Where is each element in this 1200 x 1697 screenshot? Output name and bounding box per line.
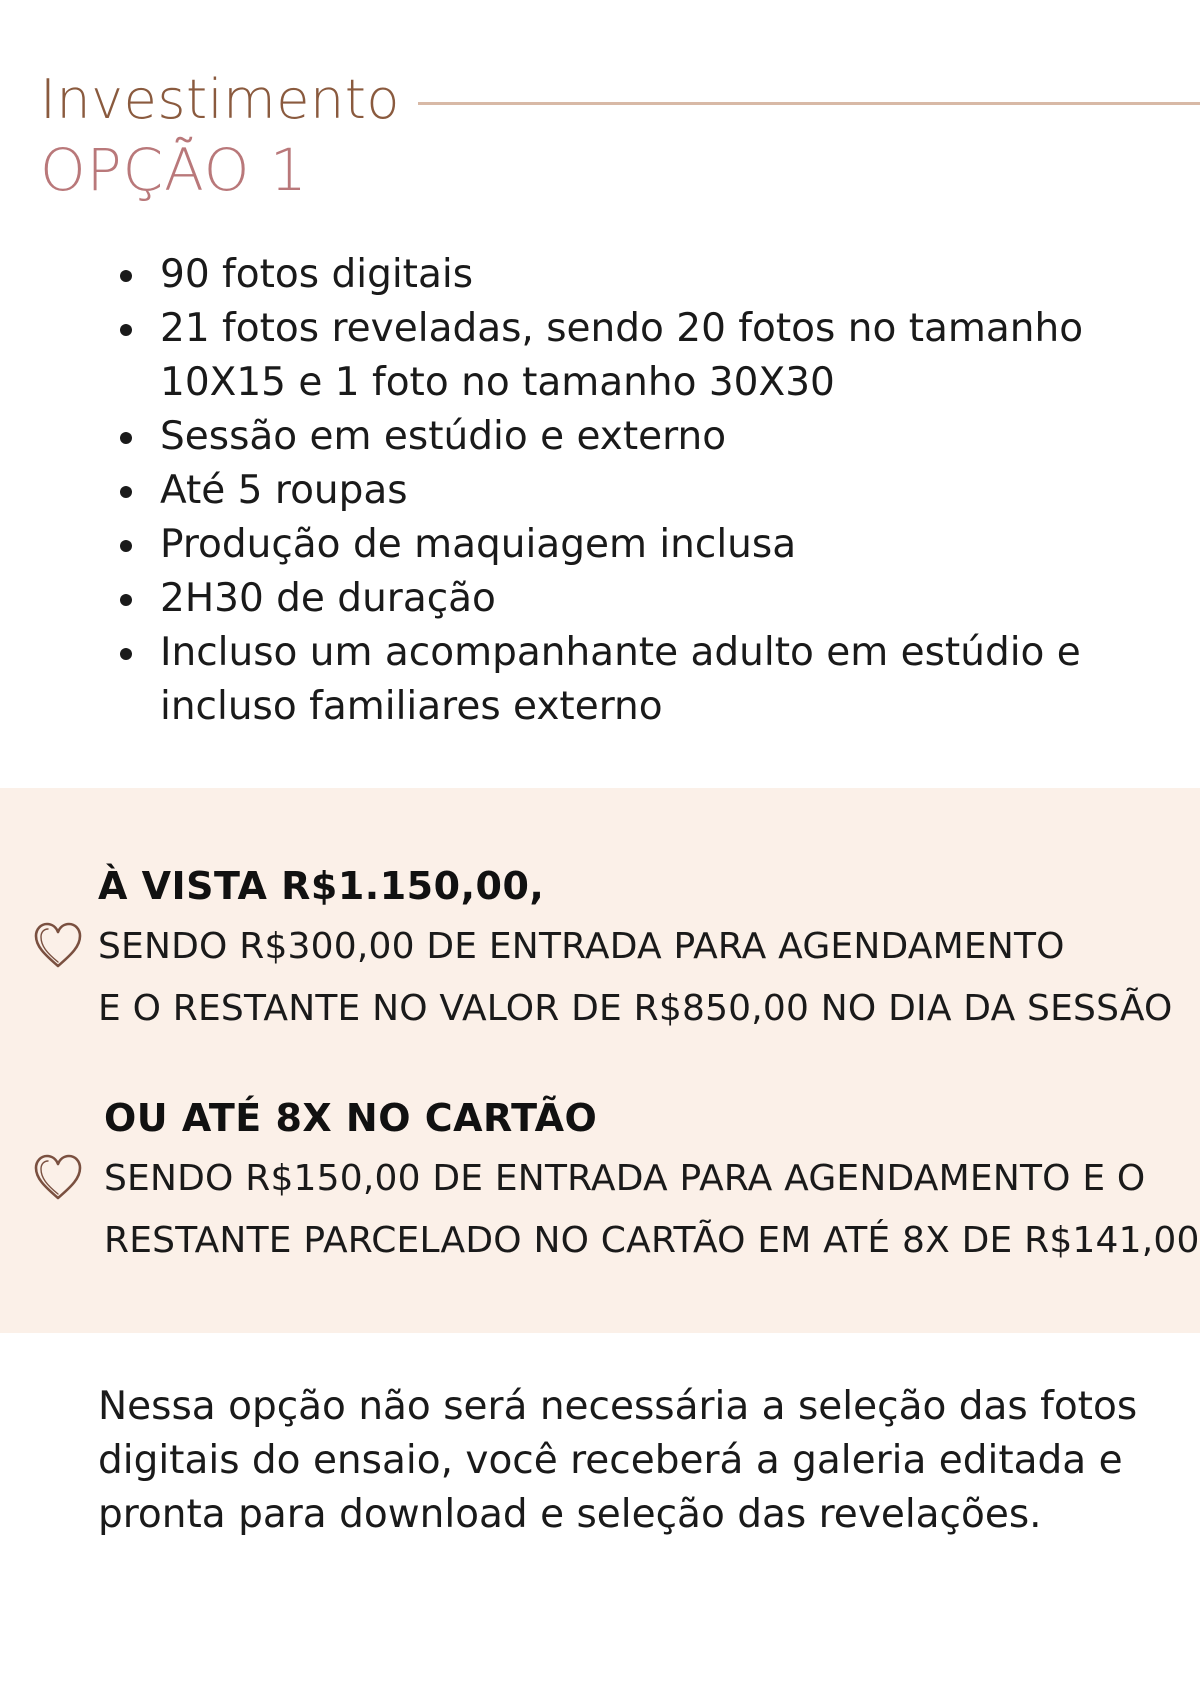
feature-item: Até 5 roupas: [110, 464, 1160, 518]
card-detail-line: SENDO R$150,00 DE ENTRADA PARA AGENDAMENTO E O: [104, 1158, 1146, 1199]
title-row: [40, 70, 1200, 129]
feature-item: 2H30 de duração: [110, 572, 1160, 626]
feature-item: Produção de maquiagem inclusa: [110, 518, 1160, 572]
selection-note: [98, 1380, 1158, 1542]
page-title: Investimento: [40, 68, 400, 131]
cash-detail-line: E O RESTANTE NO VALOR DE R$850,00 NO DIA DA SESSÃO: [98, 988, 1173, 1029]
feature-item: 90 fotos digitais: [110, 248, 1160, 302]
cash-heading: À VISTA R$1.150,00,: [98, 864, 545, 908]
features-list: [110, 248, 1160, 734]
payment-section: [0, 788, 1200, 1333]
card-detail-line: RESTANTE PARCELADO NO CARTÃO EM ATÉ 8X DE R$141,00: [104, 1220, 1200, 1261]
page-header: [40, 70, 1200, 203]
card-heading: OU ATÉ 8X NO CARTÃO: [104, 1096, 598, 1140]
note-text: Nessa opção não será necessária a seleção das fotos digitais do ensaio, você receberá a galeria editada e pronta para download e seleção das revelações.: [98, 1384, 1138, 1537]
feature-item: 21 fotos reveladas, sendo 20 fotos no tamanho 10X15 e 1 foto no tamanho 30X30: [110, 302, 1160, 410]
card-payment-block: [0, 1096, 1200, 1272]
feature-item: Sessão em estúdio e externo: [110, 410, 1160, 464]
option-subtitle: OPÇÃO 1: [40, 136, 308, 205]
title-divider: [418, 102, 1200, 105]
cash-detail-line: SENDO R$300,00 DE ENTRADA PARA AGENDAMENTO: [98, 926, 1065, 967]
cash-payment-block: [0, 864, 1200, 1040]
feature-item: Incluso um acompanhante adulto em estúdio e incluso familiares externo: [110, 626, 1160, 734]
